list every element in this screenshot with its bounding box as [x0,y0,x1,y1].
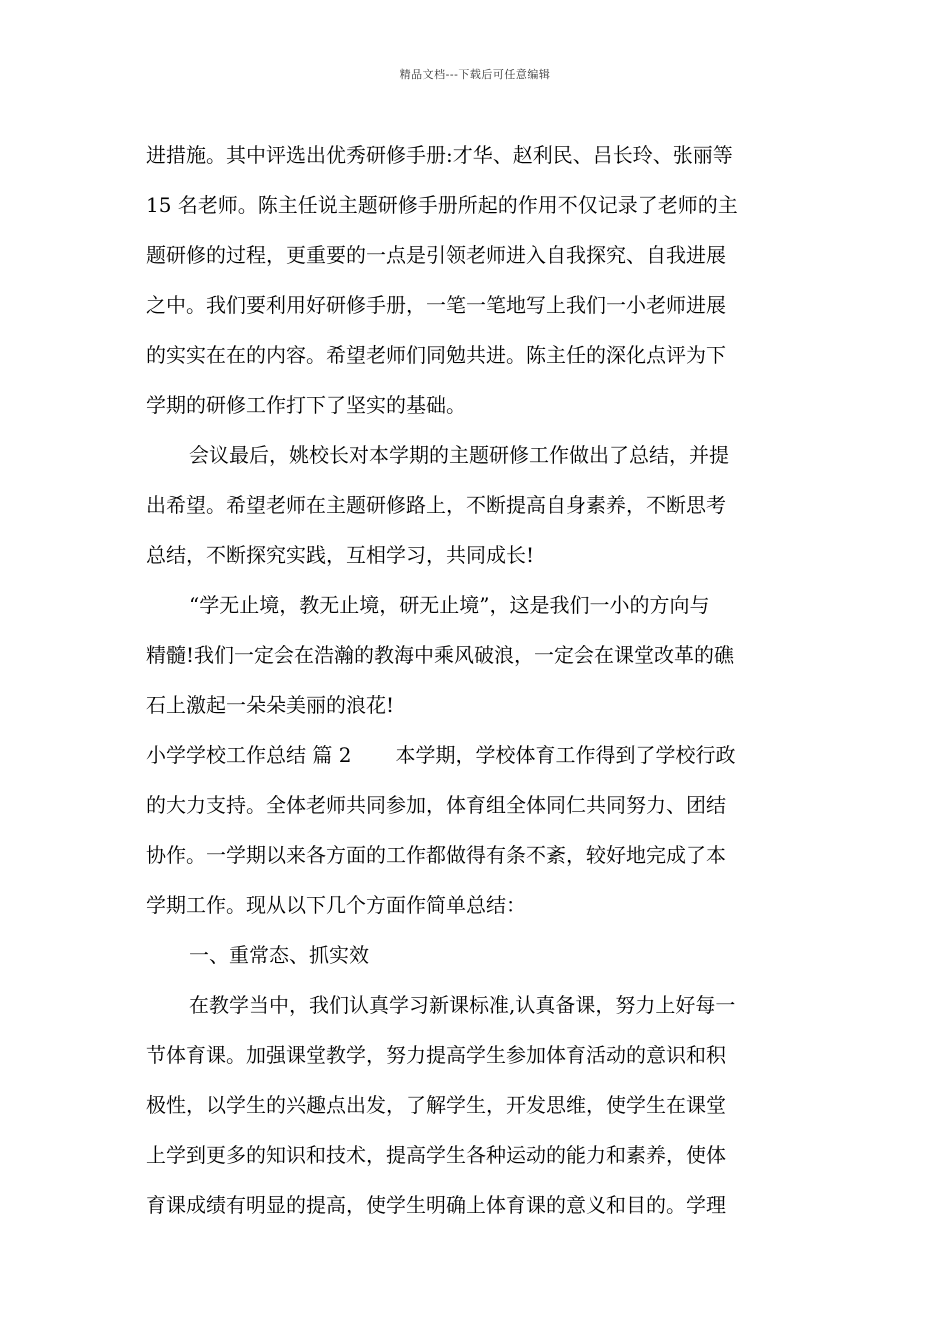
text-line: 的实实在在的内容。希望老师们同勉共进。陈主任的深化点评为下 [146,343,726,367]
text-line: 的大力支持。全体老师共同参加，体育组全体同仁共同努力、团结 [146,793,726,817]
page-header: 精品文档---下载后可任意编辑 [399,68,551,81]
section-title: 小学学校工作总结 篇 2 [146,743,352,767]
text-line: 育课成绩有明显的提高，使学生明确上体育课的意义和目的。学理 [146,1193,726,1217]
section-first-text: 本学期，学校体育工作得到了学校行政 [395,743,736,767]
paragraph-start-line: “学无止境，教无止境，研无止境”，这是我们一小的方向与 [189,593,710,617]
text-line: 石上激起一朵朵美丽的浪花! [146,693,395,717]
text-line: 学期工作。现从以下几个方面作简单总结： [146,893,526,917]
text-line: 总结，不断探究实践，互相学习，共同成长! [146,543,535,567]
text-line: 15 名老师。陈主任说主题研修手册所起的作用不仅记录了老师的主 [146,193,738,217]
text-line: 出希望。希望老师在主题研修路上，不断提高自身素养，不断思考 [146,493,726,517]
text-line: 精髓!我们一定会在浩瀚的教海中乘风破浪，一定会在课堂改革的礁 [146,643,735,667]
section-title-line [146,730,806,780]
text-line: 节体育课。加强课堂教学，努力提高学生参加体育活动的意识和积 [146,1043,726,1067]
subheading-line: 一、重常态、抓实效 [189,943,369,967]
text-line: 学期的研修工作打下了坚实的基础。 [146,393,466,417]
text-line: 之中。我们要利用好研修手册，一笔一笔地写上我们一小老师进展 [146,293,726,317]
text-line: 题研修的过程，更重要的一点是引领老师进入自我探究、自我进展 [146,243,726,267]
text-line: 极性，以学生的兴趣点出发，了解学生，开发思维，使学生在课堂 [146,1093,726,1117]
text-line: 上学到更多的知识和技术，提高学生各种运动的能力和素养，使体 [146,1143,726,1167]
paragraph-start-line: 会议最后，姚校长对本学期的主题研修工作做出了总结，并提 [189,443,729,467]
text-line: 进措施。其中评选出优秀研修手册:才华、赵利民、吕长玲、张丽等 [146,143,733,167]
document-body [146,130,806,1230]
paragraph-start-line: 在教学当中，我们认真学习新课标准,认真备课，努力上好每一 [189,993,736,1017]
text-line: 协作。一学期以来各方面的工作都做得有条不紊，较好地完成了本 [146,843,726,867]
